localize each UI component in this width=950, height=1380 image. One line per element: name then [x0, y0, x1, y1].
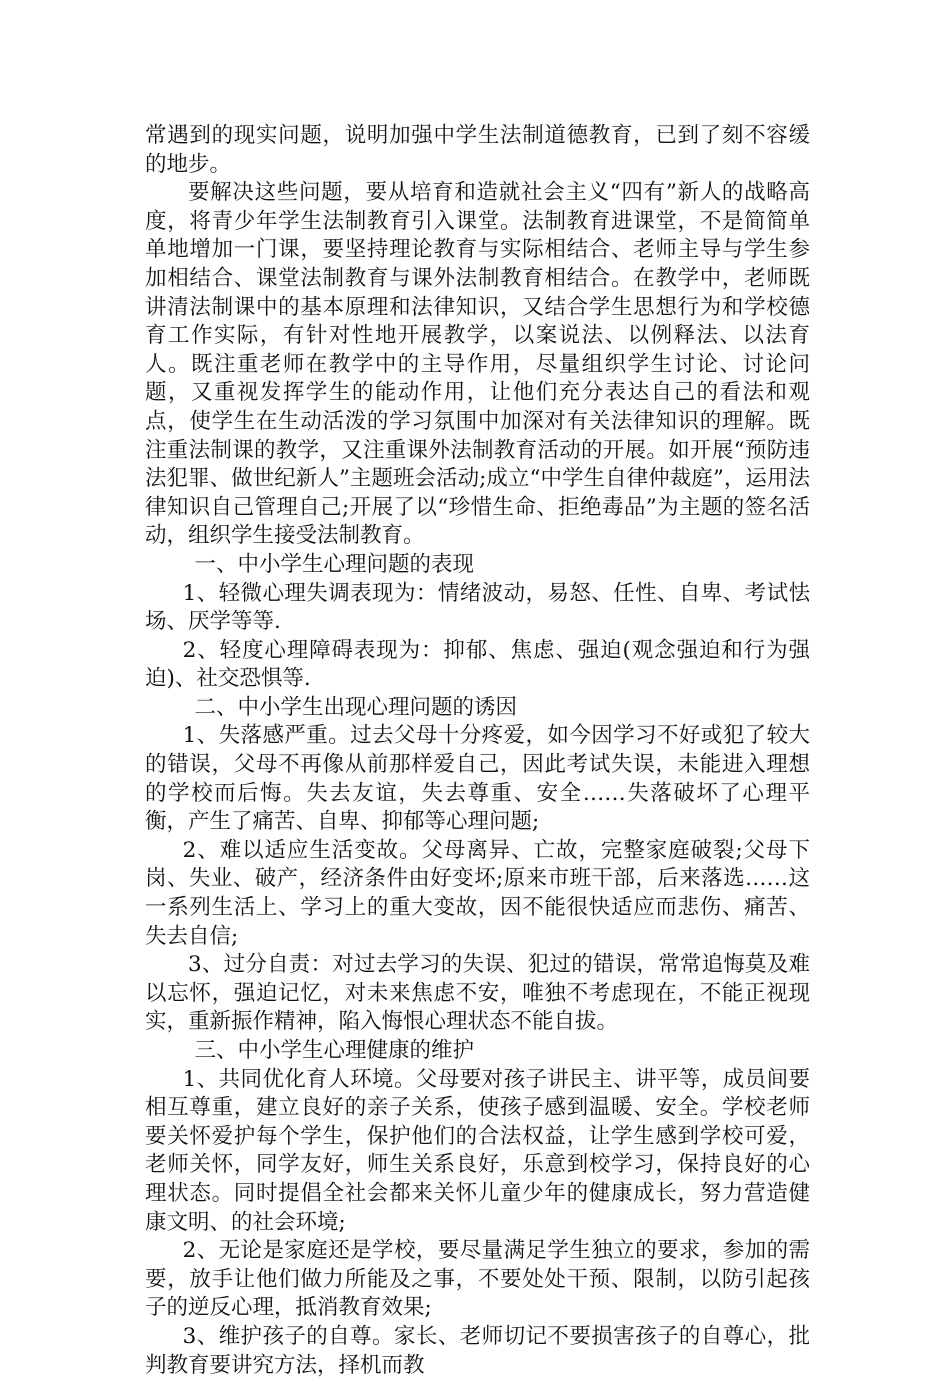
document-page	[145, 122, 810, 1380]
section-heading-1: 一、中小学生心理问题的表现	[194, 551, 474, 577]
paragraph-continuation: 常遇到的现实问题，说明加强中学生法制道德教育，已到了刻不容缓的地步。	[145, 123, 810, 177]
paragraph-law-education: 要解决这些问题，要从培育和造就社会主义“四有”新人的战略高度，将青少年学生法制教育引入课堂。法制教育进课堂，不是简简单单地增加一门课，要坚持理论教育与实际相结合、老师主导与学生参加相结合、课堂法制教育与课外法制教育相结合。在教学中，老师既讲清法制课中的基本原理和法律知识，又结合学生思想行为和学校德育工作实际，有针对性地开展教学，以案说法、以例释法、以法育人。既注重老师在教学中的主导作用，尽量组织学生讨论、讨论问题，又重视发挥学生的能动作用，让他们充分表达自己的看法和观点，使学生在生动活泼的学习氛围中加深对有关法律知识的理解。既注重法制课的教学，又注重课外法制教育活动的开展。如开展“预防违法犯罪、做世纪新人”主题班会活动;成立“中学生自律仲裁庭”，运用法律知识自己管理自己;开展了以“珍惜生命、拒绝毒品”为主题的签名活动，组织学生接受法制教育。	[145, 180, 810, 549]
section-heading-3: 三、中小学生心理健康的维护	[194, 1038, 474, 1063]
list-item-1-1: 1、轻微心理失调表现为：情绪波动，易怒、任性、自卑、考试怯场、厌学等等.	[145, 580, 810, 635]
list-item-3-1: 1、共同优化育人环境。父母要对孩子讲民主、讲平等，成员间要相互尊重，建立良好的亲子关系，使孩子感到温暖、安全。学校老师要关怀爱护每个学生，保护他们的合法权益，让学生感到学校可爱，老师关怀，同学友好，师生关系良好，乐意到校学习，保持良好的心理状态。同时提倡全社会都来关怀儿童少年的健康成长，努力营造健康文明、的社会环境;	[145, 1066, 810, 1235]
list-item-1-2: 2、轻度心理障碍表现为：抑郁、焦虑、强迫(观念强迫和行为强迫)、社交恐惧等.	[145, 637, 810, 692]
list-item-3-2: 2、无论是家庭还是学校，要尽量满足学生独立的要求，参加的需要，放手让他们做力所能及之事，不要处处干预、限制，以防引起孩子的逆反心理，抵消教育效果;	[145, 1238, 810, 1321]
section-heading-2: 二、中小学生出现心理问题的诱因	[194, 694, 517, 720]
list-item-2-2: 2、难以适应生活变故。父母离异、亡故，完整家庭破裂;父母下岗、失业、破产，经济条件由好变坏;原来市班干部，后来落选……这一系列生活上、学习上的重大变故，因不能很快适应而悲伤、痛苦、失去自信;	[145, 837, 810, 949]
list-item-2-3: 3、过分自责：对过去学习的失误、犯过的错误，常常追悔莫及难以忘怀，强迫记忆，对未来焦虑不安，唯独不考虑现在，不能正视现实，重新振作精神，陷入悔恨心理状态不能自拔。	[145, 952, 810, 1035]
list-item-2-1: 1、失落感严重。过去父母十分疼爱，如今因学习不好或犯了较大的错误，父母不再像从前那样爱自己，因此考试失误，未能进入理想的学校而后悔。失去友谊，失去尊重、安全……失落破坏了心理平衡，产生了痛苦、自卑、抑郁等心理问题;	[145, 723, 810, 835]
list-item-3-3: 3、维护孩子的自尊。家长、老师切记不要损害孩子的自尊心，批判教育要讲究方法，择机而教	[145, 1323, 810, 1378]
